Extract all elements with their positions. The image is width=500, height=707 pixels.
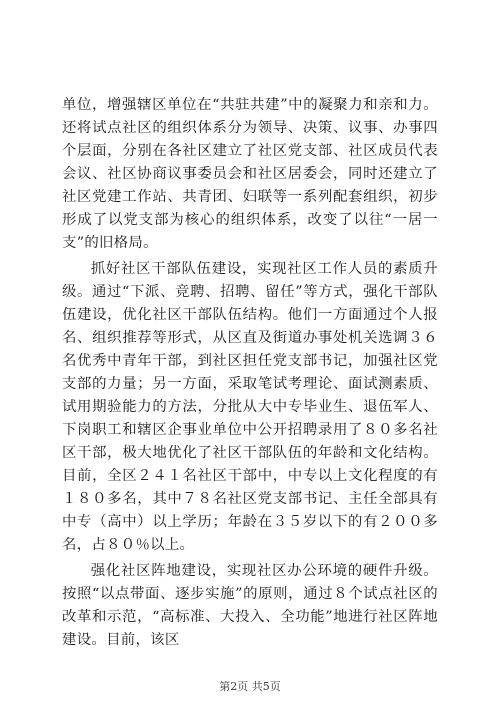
paragraph-3: 强化社区阵地建设，实现社区办公环境的硬件升级。按照“以点带面、逐步实施”的原则，通过８个试点社区的改革和示范，“高标准、大投入、全功能”地进行社区阵地建设。目前，该区 — [62, 563, 438, 648]
body-text — [62, 94, 438, 655]
paragraph-1: 单位，增强辖区单位在“共驻共建”中的凝聚力和亲和力。还将试点社区的组织体系分为领导、决策、议事、办事四个层面，分别在各社区建立了社区党支部、社区成员代表会议、社区协商议事委员会和社区居委会，同时还建立了社区党建工作站、共青团、妇联等一系列配套组织，初步形成了以党支部为核心的组织体系，改变了以往“一居一支”的旧格局。 — [62, 97, 438, 251]
page-footer: 第2页 共5页 — [219, 680, 281, 693]
paragraph-2: 抓好社区干部队伍建设，实现社区工作人员的素质升级。通过“下派、竞聘、招聘、留任”等方式，强化干部队伍建设，优化社区干部队伍结构。他们一方面通过个人报名、组织推荐等形式，从区直及街道办事处机关选调３６名优秀中青年干部，到社区担任党支部书记，加强社区党支部的力量；另一方面，采取笔试考理论、面试测素质、试用期验能力的方法，分批从大中专毕业生、退伍军人、下岗职工和辖区企事业单位中公开招聘录用了８０多名社区干部，极大地优化了社区干部队伍的年龄和文化结构。目前，全区２４１名社区干部中，中专以上文化程度的有１８０多名，其中７８名社区党支部书记、主任全部具有中专（高中）以上学历；年龄在３５岁以下的有２００多名，占８０％以上。 — [62, 261, 438, 553]
